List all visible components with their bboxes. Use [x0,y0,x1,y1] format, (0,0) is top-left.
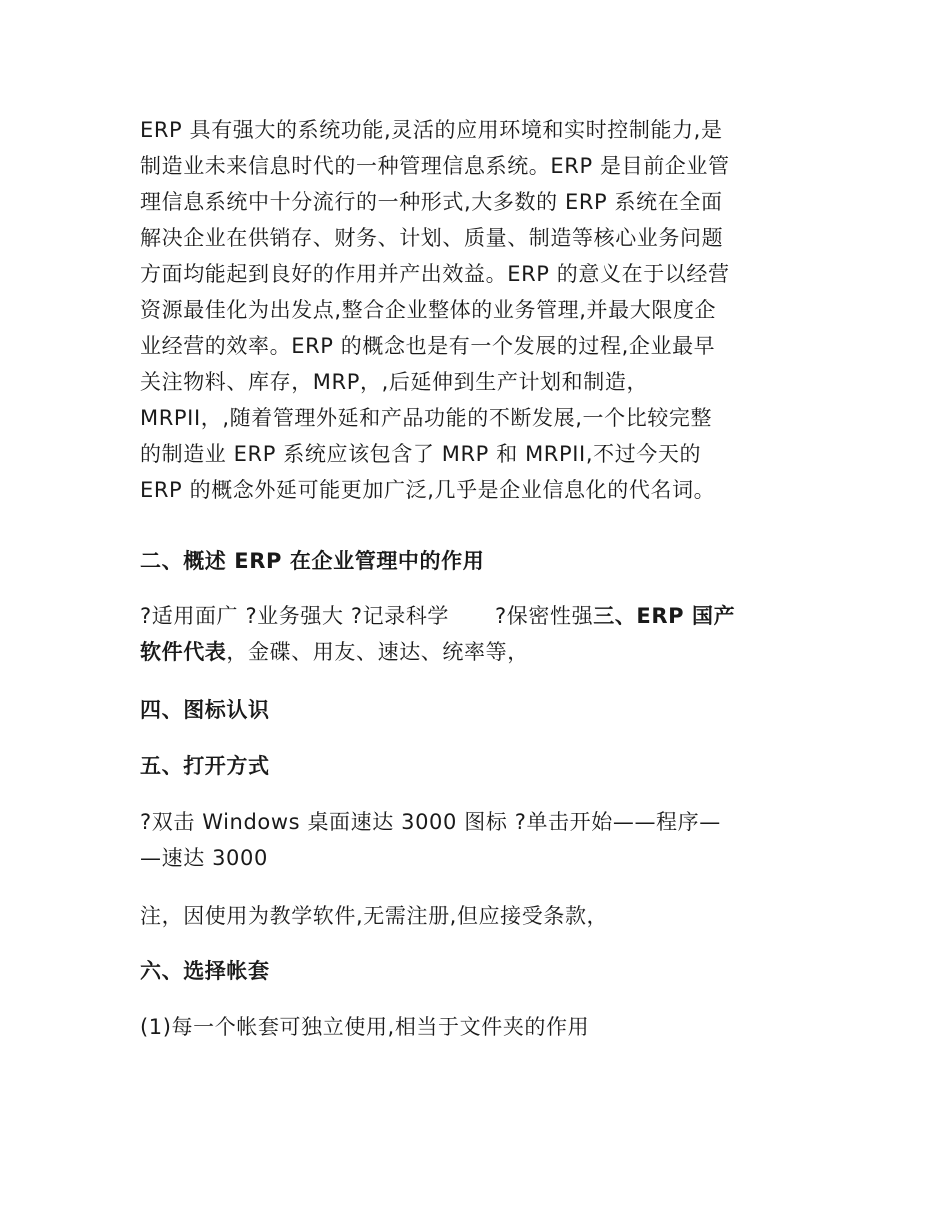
section-heading-2: 二、概述 ERP 在企业管理中的作用 [140,549,485,573]
intro-line: 关注物料、库存，MRP，,后延伸到生产计划和制造， [140,370,649,394]
feature-item: ?适用面广 [140,604,239,628]
features-paragraph [140,598,735,670]
feature-item: ?记录科学 [350,604,450,628]
section-heading-3-cont: 软件代表 [140,640,227,664]
intro-paragraph [140,112,730,508]
features-line [140,634,735,670]
open-method-line: —速达 3000 [140,846,268,870]
features-line [140,598,735,634]
intro-line: 的制造业 ERP 系统应该包含了 MRP 和 MRPII,不过今天的 [140,442,702,466]
intro-line: ERP 具有强大的系统功能,灵活的应用环境和实时控制能力,是 [140,118,723,142]
intro-line: MRPII，,随着管理外延和产品功能的不断发展,一个比较完整 [140,406,713,430]
intro-line: 制造业未来信息时代的一种管理信息系统。ERP 是目前企业管 [140,154,730,178]
section-heading-4: 四、图标认识 [140,698,270,722]
intro-line: 资源最佳化为出发点,整合企业整体的业务管理,并最大限度企 [140,298,717,322]
open-method-paragraph [140,804,721,876]
intro-line: 解决企业在供销存、财务、计划、质量、制造等核心业务问题 [140,226,724,250]
feature-item: ?保密性强 [495,604,594,628]
section-heading-3: 三、ERP 国产 [593,604,736,628]
account-set-item: (1)每一个帐套可独立使用,相当于文件夹的作用 [140,1015,590,1039]
note-paragraph: 注，因使用为教学软件,无需注册,但应接受条款， [140,904,609,928]
intro-line: 理信息系统中十分流行的一种形式,大多数的 ERP 系统在全面 [140,190,723,214]
feature-item: ?业务强大 [245,604,344,628]
section-heading-6: 六、选择帐套 [140,959,270,983]
intro-line: ERP 的概念外延可能更加广泛,几乎是企业信息化的代名词。 [140,478,716,502]
intro-line: 业经营的效率。ERP 的概念也是有一个发展的过程,企业最早 [140,334,716,358]
software-list: ，金碟、用友、速达、统率等， [226,640,529,664]
open-method-line: ?双击 Windows 桌面速达 3000 图标 ?单击开始——程序— [140,810,721,834]
intro-line: 方面均能起到良好的作用并产出效益。ERP 的意义在于以经营 [140,262,730,286]
section-heading-5: 五、打开方式 [140,754,270,778]
